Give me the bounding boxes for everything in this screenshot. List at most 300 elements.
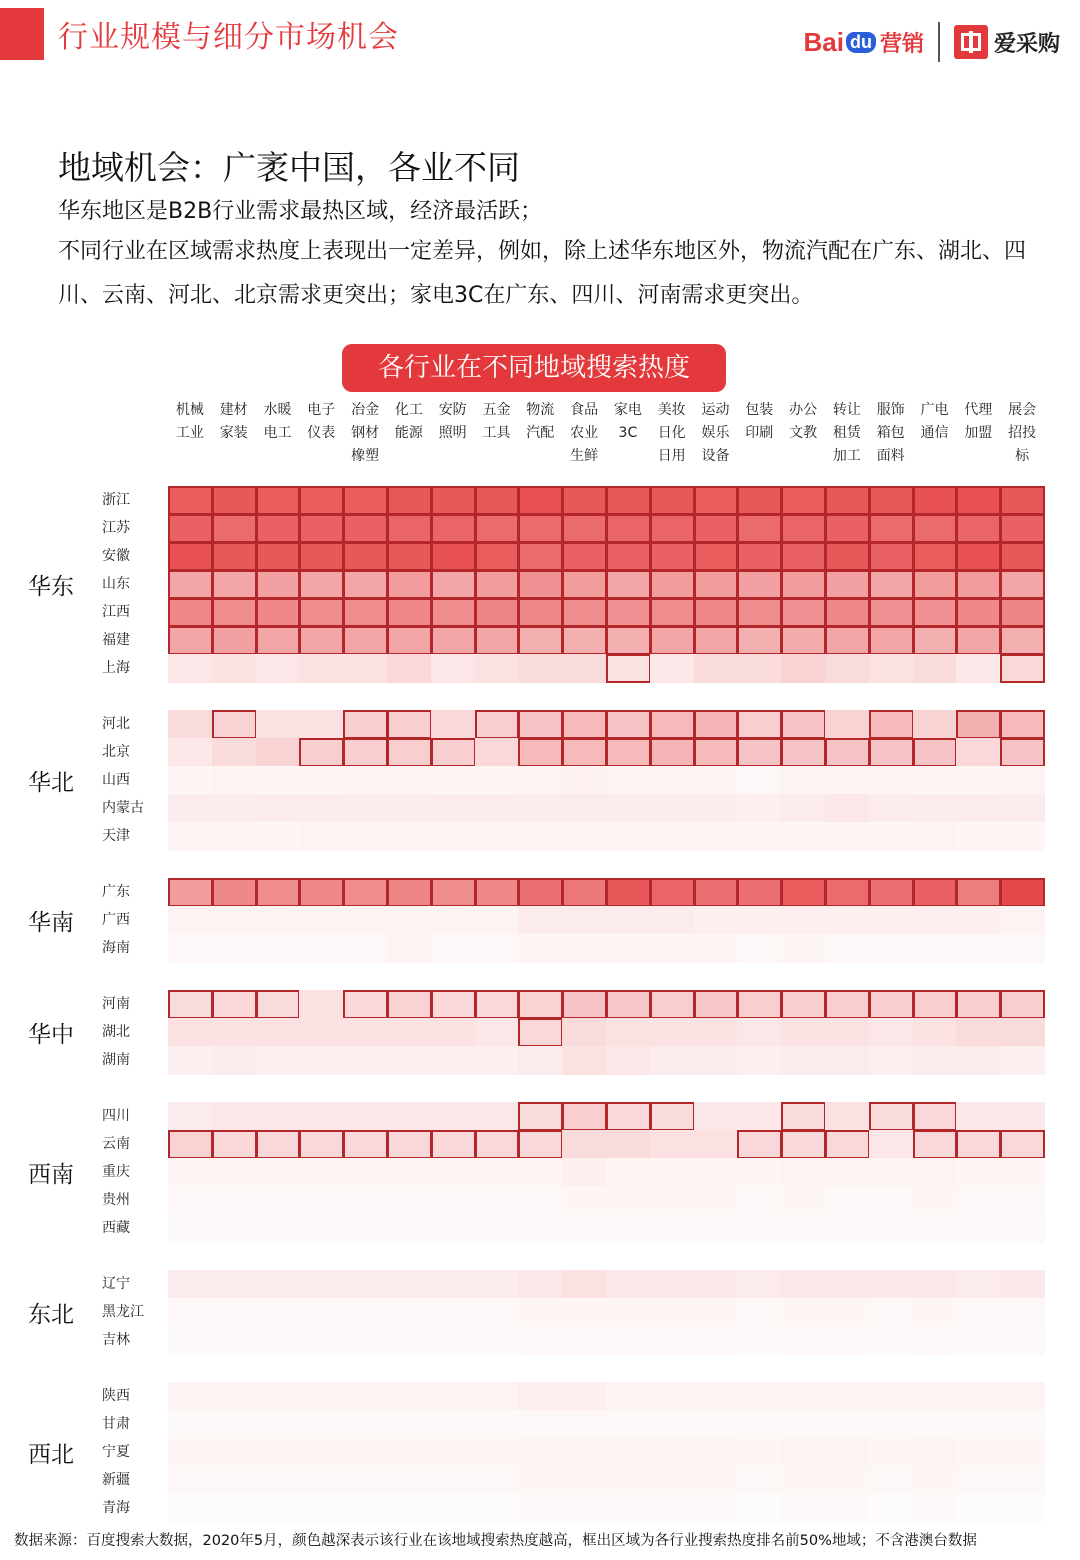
heatmap-cell-top50 [256, 514, 301, 543]
heatmap-cell-top50 [781, 542, 826, 571]
heatmap-cell [869, 822, 913, 851]
heatmap-cell-top50 [606, 486, 651, 515]
heatmap-cell-top50 [913, 1130, 958, 1159]
heatmap-cell [650, 1046, 694, 1075]
heatmap-cell-top50 [650, 514, 695, 543]
column-label: 服饰 箱包 面料 [876, 402, 905, 464]
heatmap-cell [694, 1270, 738, 1299]
heatmap-cell [737, 1382, 781, 1411]
heatmap-cell [168, 1186, 212, 1215]
heatmap-cell [431, 906, 475, 935]
heatmap-cell [869, 1130, 913, 1159]
heatmap-cell [1000, 1410, 1044, 1439]
heatmap-cell-top50 [606, 542, 651, 571]
heatmap-cell [256, 822, 300, 851]
heatmap-cell-top50 [956, 878, 1001, 907]
heatmap-cell [869, 1438, 913, 1467]
region-label: 华东 [28, 574, 74, 600]
heatmap-cell-top50 [956, 514, 1001, 543]
region-label: 华南 [28, 910, 74, 936]
heatmap-cell [694, 654, 738, 683]
heatmap-cell [299, 1270, 343, 1299]
heatmap-cell [562, 1046, 606, 1075]
heatmap-cell [562, 766, 606, 795]
heatmap-cell-top50 [694, 738, 739, 767]
heatmap-cell [387, 1298, 431, 1327]
column-label: 美妆 日化 日用 [657, 402, 686, 464]
heatmap-cell [913, 1298, 957, 1327]
heatmap-cell-top50 [781, 570, 826, 599]
heatmap-cell [781, 1018, 825, 1047]
heatmap-cell [387, 822, 431, 851]
heatmap-cell [387, 1326, 431, 1355]
heatmap-cell-top50 [343, 626, 388, 655]
heatmap-cell [562, 1326, 606, 1355]
heatmap-cell [475, 1214, 519, 1243]
heatmap-cell [212, 1438, 256, 1467]
heatmap-cell [299, 1018, 343, 1047]
heatmap-cell [825, 794, 869, 823]
heatmap-cell [781, 1270, 825, 1299]
heatmap-cell [913, 1158, 957, 1187]
heatmap-cell-top50 [694, 626, 739, 655]
region-label: 西南 [28, 1162, 74, 1188]
heatmap-cell [737, 1102, 781, 1131]
heatmap-cell [168, 654, 212, 683]
column-label: 食品 农业 生鲜 [570, 402, 599, 464]
heatmap-cell [387, 1466, 431, 1495]
heatmap-cell [1000, 1214, 1044, 1243]
heatmap-cell-top50 [737, 598, 782, 627]
heatmap-cell-top50 [1000, 710, 1045, 739]
heatmap-cell [475, 822, 519, 851]
heatmap-cell [299, 1102, 343, 1131]
heatmap-cell [299, 1382, 343, 1411]
heatmap-cell-top50 [869, 738, 914, 767]
heatmap-cell-top50 [825, 878, 870, 907]
heatmap-cell-top50 [562, 1102, 607, 1131]
heatmap-cell-top50 [343, 598, 388, 627]
heatmap-cell-top50 [299, 738, 344, 767]
heatmap-cell [869, 1494, 913, 1523]
heatmap-cell [299, 1438, 343, 1467]
heatmap-cell-top50 [1000, 626, 1045, 655]
heatmap-cell [694, 1130, 738, 1159]
heatmap-cell-top50 [518, 570, 563, 599]
heatmap-cell [1000, 766, 1044, 795]
heatmap-cell [825, 710, 869, 739]
heatmap-cell-top50 [606, 878, 651, 907]
heatmap-cell [343, 654, 387, 683]
heatmap-cell [606, 934, 650, 963]
column-label: 广电 通信 [920, 402, 949, 441]
heatmap-cell [956, 1382, 1000, 1411]
heatmap-cell [825, 1214, 869, 1243]
source-note: 数据来源：百度搜索大数据，2020年5月，颜色越深表示该行业在该地域搜索热度越高，框出区域为各行业搜索热度排名前50%地域；不含港澳台数据 [14, 1533, 977, 1549]
heatmap-cell-top50 [650, 990, 695, 1019]
heatmap-cell [475, 1494, 519, 1523]
heatmap-cell [343, 1326, 387, 1355]
row-label: 青海 [102, 1500, 130, 1516]
heatmap-cell [869, 906, 913, 935]
heatmap-cell [256, 1158, 300, 1187]
column-label: 包装 印刷 [745, 402, 774, 441]
heatmap-cell-top50 [299, 486, 344, 515]
heatmap-cell [256, 934, 300, 963]
heatmap-cell [737, 1298, 781, 1327]
heatmap-cell-top50 [518, 1018, 563, 1047]
heatmap-cell [956, 766, 1000, 795]
heatmap-cell [606, 1466, 650, 1495]
heatmap-cell [650, 1494, 694, 1523]
heatmap-cell [606, 1326, 650, 1355]
heatmap-cell-top50 [869, 626, 914, 655]
heatmap-cell-top50 [431, 570, 476, 599]
heatmap-cell [475, 738, 519, 767]
heatmap-cell [168, 934, 212, 963]
heatmap-cell-top50 [212, 626, 257, 655]
heatmap-cell [256, 1298, 300, 1327]
heatmap-cell [387, 1494, 431, 1523]
column-label: 展会 招投 标 [1008, 402, 1037, 464]
heatmap-cell-top50 [299, 598, 344, 627]
heatmap-cell-top50 [299, 514, 344, 543]
row-label: 江西 [102, 604, 130, 620]
heatmap-cell [606, 1382, 650, 1411]
heatmap-cell [431, 1158, 475, 1187]
heatmap-cell-top50 [168, 598, 213, 627]
heatmap-cell-top50 [606, 626, 651, 655]
heatmap-cell-top50 [781, 710, 826, 739]
heatmap-cell [212, 1466, 256, 1495]
heatmap-cell [212, 822, 256, 851]
heatmap-cell [343, 1018, 387, 1047]
heatmap-cell [431, 1326, 475, 1355]
heatmap-cell [956, 906, 1000, 935]
heatmap-cell [212, 1410, 256, 1439]
heatmap-cell-top50 [256, 626, 301, 655]
heatmap-cell-top50 [869, 486, 914, 515]
heatmap-cell [343, 1298, 387, 1327]
heatmap-cell [168, 1270, 212, 1299]
heatmap-cell-top50 [825, 570, 870, 599]
header-accent-bar [0, 8, 44, 60]
heatmap-cell [343, 822, 387, 851]
heatmap-cell-top50 [343, 878, 388, 907]
heatmap-cell-top50 [737, 710, 782, 739]
heatmap-cell [956, 822, 1000, 851]
heatmap-cell [956, 738, 1000, 767]
heatmap-cell [475, 906, 519, 935]
heatmap-cell-top50 [913, 738, 958, 767]
heatmap-cell [168, 1018, 212, 1047]
heatmap-cell [694, 794, 738, 823]
heatmap-cell [694, 1186, 738, 1215]
heatmap-cell [299, 1214, 343, 1243]
region-label: 华中 [28, 1022, 74, 1048]
column-label: 建材 家装 [219, 402, 248, 441]
heatmap-cell [299, 934, 343, 963]
heatmap-cell [475, 654, 519, 683]
heatmap-cell-top50 [825, 1130, 870, 1159]
heatmap-cell [299, 710, 343, 739]
row-label: 浙江 [102, 492, 130, 508]
heatmap-cell [518, 1410, 562, 1439]
row-label: 山东 [102, 576, 130, 592]
heatmap-cell [562, 822, 606, 851]
heatmap-cell [694, 1018, 738, 1047]
heatmap-cell-top50 [168, 626, 213, 655]
heatmap-cell [869, 1046, 913, 1075]
heatmap-cell-top50 [518, 486, 563, 515]
heatmap-cell [737, 934, 781, 963]
heatmap-cell-top50 [212, 990, 257, 1019]
heatmap-cell-top50 [956, 486, 1001, 515]
heatmap-cell [913, 1046, 957, 1075]
heatmap-cell-top50 [256, 542, 301, 571]
heatmap-cell-top50 [212, 570, 257, 599]
column-label: 机械 工业 [175, 402, 204, 441]
heatmap-cell [1000, 1494, 1044, 1523]
heatmap-cell [431, 1186, 475, 1215]
heatmap-cell [212, 1298, 256, 1327]
heatmap-cell-top50 [650, 1102, 695, 1131]
heatmap-cell-top50 [1000, 1130, 1045, 1159]
heatmap-cell [781, 1298, 825, 1327]
heatmap-cell [256, 738, 300, 767]
heatmap-cell [387, 1270, 431, 1299]
heatmap-cell-top50 [518, 878, 563, 907]
heatmap-cell-top50 [343, 514, 388, 543]
heatmap-cell [387, 934, 431, 963]
row-label: 福建 [102, 632, 130, 648]
heatmap-cell-top50 [913, 542, 958, 571]
heatmap-cell [431, 1298, 475, 1327]
heatmap-cell-top50 [825, 542, 870, 571]
heatmap-cell [913, 1326, 957, 1355]
heatmap-cell [606, 1214, 650, 1243]
heatmap-cell-top50 [562, 738, 607, 767]
heatmap-cell [1000, 1438, 1044, 1467]
column-label: 化工 能源 [394, 402, 423, 441]
heatmap-cell [212, 1494, 256, 1523]
heatmap-cell-top50 [737, 1130, 782, 1159]
heatmap-cell [212, 766, 256, 795]
heatmap-cell-top50 [518, 598, 563, 627]
heatmap-cell-top50 [475, 570, 520, 599]
heatmap-cell-top50 [606, 990, 651, 1019]
heatmap-cell-top50 [781, 1102, 826, 1131]
heatmap-cell [299, 1466, 343, 1495]
heatmap-cell [606, 906, 650, 935]
heatmap-cell [431, 1382, 475, 1411]
heatmap-cell [913, 1186, 957, 1215]
heatmap-cell-top50 [431, 598, 476, 627]
heatmap-cell [431, 934, 475, 963]
heatmap-cell-top50 [299, 570, 344, 599]
heatmap-cell [1000, 1270, 1044, 1299]
heatmap-cell-top50 [650, 878, 695, 907]
heatmap-cell [869, 1410, 913, 1439]
row-label: 宁夏 [102, 1444, 130, 1460]
heatmap-cell-top50 [168, 514, 213, 543]
heatmap-cell [781, 934, 825, 963]
heatmap-cell-top50 [913, 598, 958, 627]
heatmap-cell-top50 [1000, 738, 1045, 767]
heatmap-cell [518, 934, 562, 963]
heatmap-cell [431, 1438, 475, 1467]
heatmap-cell-top50 [475, 878, 520, 907]
heatmap-cell-top50 [562, 542, 607, 571]
heatmap-cell [562, 1494, 606, 1523]
baidu-logo [804, 27, 878, 58]
heatmap-cell [1000, 1382, 1044, 1411]
heatmap-cell [694, 766, 738, 795]
heatmap-cell [825, 1018, 869, 1047]
row-label: 上海 [102, 660, 130, 676]
heatmap-cell [562, 1018, 606, 1047]
heatmap-cell [256, 1046, 300, 1075]
heatmap-cell [650, 822, 694, 851]
heatmap-cell [299, 990, 343, 1019]
heatmap-cell [956, 1466, 1000, 1495]
heatmap-cell [475, 1298, 519, 1327]
heatmap-cell [475, 1270, 519, 1299]
heatmap-cell [212, 1326, 256, 1355]
heatmap-cell [694, 1382, 738, 1411]
heatmap-cell [913, 1382, 957, 1411]
heatmap-cell-top50 [343, 710, 388, 739]
heatmap-cell-top50 [562, 514, 607, 543]
heatmap-cell [475, 1158, 519, 1187]
heatmap-cell-top50 [694, 570, 739, 599]
heatmap-cell [299, 766, 343, 795]
heatmap-cell [869, 654, 913, 683]
heatmap-cell-top50 [431, 990, 476, 1019]
heatmap-cell [694, 1466, 738, 1495]
heatmap-cell-top50 [212, 486, 257, 515]
heatmap-cell-top50 [562, 598, 607, 627]
heatmap-cell [343, 906, 387, 935]
row-label: 广东 [102, 884, 130, 900]
row-label: 四川 [102, 1108, 130, 1124]
heatmap-cell-top50 [387, 542, 432, 571]
column-label: 五金 工具 [482, 402, 511, 441]
heatmap-cell [343, 1158, 387, 1187]
heatmap-cell [475, 1410, 519, 1439]
heatmap-cell [825, 1410, 869, 1439]
heatmap-cell-top50 [825, 626, 870, 655]
heatmap-cell [168, 906, 212, 935]
heatmap-cell [299, 1158, 343, 1187]
heatmap-cell-top50 [299, 626, 344, 655]
heatmap-cell [956, 1018, 1000, 1047]
heatmap-cell [299, 822, 343, 851]
heatmap-cell [650, 1438, 694, 1467]
heatmap-cell [168, 1438, 212, 1467]
heatmap-cell-top50 [256, 598, 301, 627]
heatmap-cell-top50 [913, 514, 958, 543]
heatmap-cell [606, 1438, 650, 1467]
heatmap-cell [518, 1186, 562, 1215]
heatmap-cell [913, 934, 957, 963]
heatmap-cell-top50 [825, 738, 870, 767]
heatmap-cell [737, 1214, 781, 1243]
heatmap-cell [737, 1410, 781, 1439]
row-label: 吉林 [102, 1332, 130, 1348]
heatmap-cell-top50 [431, 878, 476, 907]
logo-divider [938, 22, 940, 62]
heatmap-cell [518, 654, 562, 683]
heatmap-cell [869, 1298, 913, 1327]
row-label: 海南 [102, 940, 130, 956]
heatmap-cell-top50 [1000, 514, 1045, 543]
heatmap-cell-top50 [475, 514, 520, 543]
heatmap-cell [694, 1102, 738, 1131]
heatmap-cell-top50 [694, 710, 739, 739]
heatmap-cell-top50 [913, 878, 958, 907]
row-label: 江苏 [102, 520, 130, 536]
heatmap-cell [913, 654, 957, 683]
baidu-marketing-text: 营销 [879, 31, 924, 57]
heatmap-cell [956, 1158, 1000, 1187]
row-label: 山西 [102, 772, 130, 788]
heatmap-cell [475, 934, 519, 963]
heatmap-cell [343, 1466, 387, 1495]
heatmap-cell [650, 794, 694, 823]
heatmap-cell [518, 822, 562, 851]
heatmap-cell [737, 794, 781, 823]
heatmap-cell [256, 1494, 300, 1523]
heatmap-cell [518, 1382, 562, 1411]
heatmap-cell [737, 1018, 781, 1047]
heatmap-cell-top50 [387, 486, 432, 515]
heatmap-cell [694, 822, 738, 851]
heatmap-cell-top50 [869, 710, 914, 739]
heatmap-cell [606, 1270, 650, 1299]
heatmap-cell [562, 1186, 606, 1215]
heatmap-cell-top50 [606, 514, 651, 543]
row-label: 西藏 [102, 1220, 130, 1236]
row-label: 重庆 [102, 1164, 130, 1180]
heatmap-cell [913, 1270, 957, 1299]
heatmap-cell-top50 [431, 486, 476, 515]
heatmap-cell-top50 [168, 486, 213, 515]
heatmap-cell [475, 1186, 519, 1215]
heatmap-cell [431, 1410, 475, 1439]
heatmap-cell [737, 654, 781, 683]
heatmap-cell [781, 794, 825, 823]
heatmap-cell [212, 1018, 256, 1047]
heatmap-cell [913, 710, 957, 739]
heatmap-cell-top50 [387, 626, 432, 655]
row-label: 内蒙古 [102, 800, 144, 816]
heatmap-cell-top50 [475, 626, 520, 655]
heatmap-cell [694, 1410, 738, 1439]
heatmap-cell [1000, 1298, 1044, 1327]
heatmap-cell-top50 [431, 542, 476, 571]
heatmap-cell [1000, 1102, 1044, 1131]
heatmap-cell-top50 [694, 486, 739, 515]
heatmap-cell [299, 906, 343, 935]
heatmap-cell [956, 934, 1000, 963]
heatmap-cell [256, 654, 300, 683]
heatmap-cell [256, 1270, 300, 1299]
heatmap-cell [694, 1494, 738, 1523]
heatmap-cell [299, 1326, 343, 1355]
heatmap-cell [212, 1158, 256, 1187]
column-label: 运动 娱乐 设备 [701, 402, 730, 464]
